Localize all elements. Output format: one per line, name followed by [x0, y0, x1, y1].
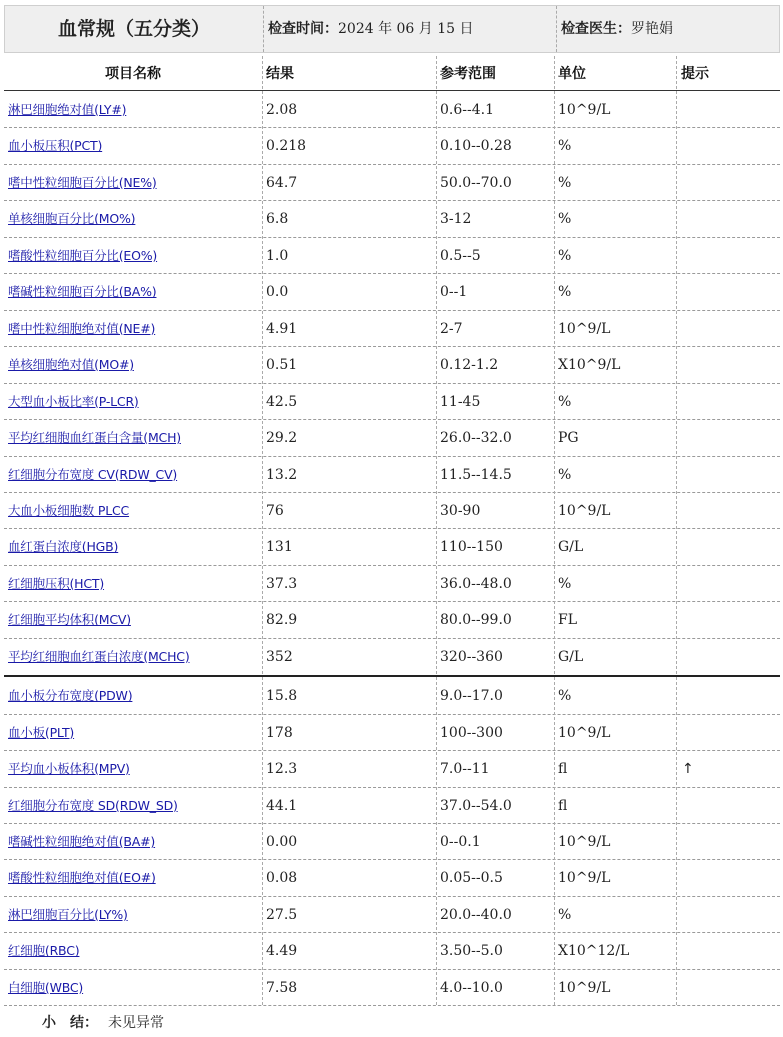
row-result: 178: [266, 724, 293, 741]
row-name[interactable]: 红细胞(RBC): [8, 943, 80, 959]
row-unit: %: [558, 688, 572, 705]
row-name[interactable]: 血小板分布宽度(PDW): [8, 688, 133, 704]
row-unit: fl: [558, 797, 568, 814]
row-ref: 0--0.1: [440, 834, 481, 850]
row-name[interactable]: 血红蛋白浓度(HGB): [8, 539, 119, 555]
row-ref: 2-7: [440, 320, 463, 337]
exam-time: [268, 6, 474, 52]
row-ref: 0.6--4.1: [440, 102, 494, 118]
report-header: [4, 5, 780, 53]
row-ref: 3-12: [440, 211, 472, 228]
table-row: [4, 91, 780, 127]
row-unit: %: [558, 393, 572, 410]
row-result: 0.0: [266, 284, 289, 301]
row-unit: %: [558, 138, 572, 155]
table-row: [4, 237, 780, 273]
row-ref: 320--360: [440, 648, 503, 665]
row-name[interactable]: 平均红细胞血红蛋白含量(MCH): [8, 430, 181, 446]
row-ref: 0.5--5: [440, 247, 481, 264]
row-result: 12.3: [266, 761, 298, 778]
row-result: 29.2: [266, 430, 298, 447]
row-flag: ↑: [682, 761, 694, 778]
row-unit: G/L: [558, 648, 584, 665]
table-row: [4, 677, 780, 713]
header-divider: [263, 6, 264, 52]
row-name[interactable]: 嗜酸性粒细胞百分比(EO%): [8, 247, 158, 263]
row-unit: %: [558, 247, 572, 264]
table-row: [4, 969, 780, 1005]
row-name[interactable]: 红细胞分布宽度 SD(RDW_SD): [8, 797, 178, 813]
table-row: [4, 823, 780, 859]
row-name[interactable]: 血小板(PLT): [8, 724, 75, 740]
row-result: 82.9: [266, 612, 298, 629]
row-result: 76: [266, 502, 284, 519]
table-row: [4, 565, 780, 601]
row-name[interactable]: 嗜酸性粒细胞绝对值(EO#): [8, 870, 156, 886]
row-result: 15.8: [266, 688, 298, 705]
row-unit: X10^12/L: [558, 943, 630, 960]
row-unit: %: [558, 174, 572, 191]
summary-label: 小 结：: [42, 1015, 98, 1031]
column-header-result: 结果: [266, 66, 294, 82]
row-result: 1.0: [266, 247, 289, 264]
row-ref: 0.12-1.2: [440, 357, 499, 374]
row-name[interactable]: 红细胞平均体积(MCV): [8, 612, 131, 628]
row-unit: %: [558, 284, 572, 301]
table-row: [4, 419, 780, 455]
row-ref: 37.0--54.0: [440, 797, 512, 814]
row-result: 0.218: [266, 138, 307, 155]
report-title: 血常规（五分类）: [57, 18, 210, 40]
row-unit: PG: [558, 430, 579, 447]
row-name[interactable]: 平均血小板体积(MPV): [8, 761, 130, 777]
table-row: [4, 492, 780, 528]
row-unit: 10^9/L: [558, 979, 611, 996]
row-result: 4.91: [266, 320, 298, 337]
row-unit: fl: [558, 761, 568, 778]
row-unit: 10^9/L: [558, 724, 611, 741]
row-ref: 9.0--17.0: [440, 688, 503, 705]
summary-text: 未见异常: [108, 1015, 164, 1031]
row-ref: 11.5--14.5: [440, 466, 512, 483]
row-unit: %: [558, 466, 572, 483]
row-name[interactable]: 淋巴细胞百分比(LY%): [8, 906, 128, 922]
row-name[interactable]: 嗜中性粒细胞绝对值(NE#): [8, 320, 156, 336]
row-result: 352: [266, 648, 293, 665]
table-row: [4, 273, 780, 309]
header-divider: [556, 6, 557, 52]
row-name[interactable]: 嗜碱性粒细胞百分比(BA%): [8, 284, 157, 300]
table-row: [4, 310, 780, 346]
table-row: [4, 127, 780, 163]
row-name[interactable]: 红细胞压积(HCT): [8, 575, 105, 591]
row-ref: 80.0--99.0: [440, 612, 512, 629]
row-ref: 0.10--0.28: [440, 138, 512, 155]
row-ref: 4.0--10.0: [440, 979, 503, 996]
row-result: 4.49: [266, 943, 298, 960]
table-row: [4, 456, 780, 492]
row-ref: 100--300: [440, 724, 503, 741]
row-unit: FL: [558, 612, 578, 629]
row-name[interactable]: 大型血小板比率(P-LCR): [8, 393, 139, 409]
table-row: [4, 164, 780, 200]
row-ref: 30-90: [440, 502, 481, 519]
row-unit: X10^9/L: [558, 357, 621, 374]
row-unit: 10^9/L: [558, 834, 611, 850]
exam-doctor: [561, 6, 673, 52]
row-ref: 7.0--11: [440, 761, 490, 778]
exam-doctor-label: 检查医生：: [561, 21, 631, 37]
row-name[interactable]: 平均红细胞血红蛋白浓度(MCHC): [8, 648, 190, 664]
exam-time-value: 2024 年 06 月 15 日: [338, 21, 474, 37]
row-result: 44.1: [266, 797, 298, 814]
row-name[interactable]: 嗜碱性粒细胞绝对值(BA#): [8, 834, 156, 849]
table-row: [4, 200, 780, 236]
row-ref: 110--150: [440, 539, 503, 556]
row-unit: 10^9/L: [558, 870, 611, 887]
row-unit: 10^9/L: [558, 320, 611, 337]
exam-time-label: 检查时间：: [268, 21, 338, 37]
table-row: [4, 787, 780, 823]
column-header-flag: 提示: [681, 66, 709, 82]
table-row: [4, 346, 780, 382]
table-row: [4, 750, 780, 786]
row-ref: 20.0--40.0: [440, 906, 512, 923]
row-unit: %: [558, 575, 572, 592]
table-row: [4, 601, 780, 637]
row-name[interactable]: 白细胞(WBC): [8, 979, 84, 995]
table-row: [4, 896, 780, 932]
table-row: [4, 932, 780, 968]
row-ref: 3.50--5.0: [440, 943, 503, 960]
row-ref: 50.0--70.0: [440, 174, 512, 191]
row-name[interactable]: 大血小板细胞数 PLCC: [8, 502, 130, 518]
row-divider: [4, 1005, 780, 1006]
row-name[interactable]: 嗜中性粒细胞百分比(NE%): [8, 174, 157, 190]
row-ref: 0--1: [440, 284, 468, 301]
row-unit: 10^9/L: [558, 502, 611, 519]
row-name[interactable]: 单核细胞百分比(MO%): [8, 211, 136, 227]
row-ref: 0.05--0.5: [440, 870, 503, 887]
row-name[interactable]: 单核细胞绝对值(MO#): [8, 357, 134, 373]
row-name[interactable]: 红细胞分布宽度 CV(RDW_CV): [8, 466, 178, 482]
table-row: [4, 528, 780, 564]
row-ref: 26.0--32.0: [440, 430, 512, 447]
row-result: 64.7: [266, 174, 298, 191]
row-unit: %: [558, 906, 572, 923]
row-ref: 36.0--48.0: [440, 575, 512, 592]
summary: [42, 1012, 164, 1032]
row-unit: 10^9/L: [558, 102, 611, 118]
row-name[interactable]: 血小板压积(PCT): [8, 138, 103, 154]
row-ref: 11-45: [440, 393, 481, 410]
row-result: 6.8: [266, 211, 289, 228]
row-result: 0.51: [266, 357, 298, 374]
row-result: 42.5: [266, 393, 298, 410]
table-row: [4, 859, 780, 895]
table-row: [4, 714, 780, 750]
row-result: 37.3: [266, 575, 298, 592]
row-unit: %: [558, 211, 572, 228]
row-result: 7.58: [266, 979, 298, 996]
column-header-ref: 参考范围: [440, 66, 496, 82]
column-header-unit: 单位: [558, 66, 586, 82]
row-result: 2.08: [266, 102, 298, 118]
row-name[interactable]: 淋巴细胞绝对值(LY#): [8, 102, 127, 117]
row-unit: G/L: [558, 539, 584, 556]
row-result: 0.00: [266, 834, 298, 850]
table-row: [4, 383, 780, 419]
row-result: 27.5: [266, 906, 298, 923]
column-header-name: 项目名称: [105, 66, 161, 82]
row-result: 13.2: [266, 466, 298, 483]
row-result: 0.08: [266, 870, 298, 887]
exam-doctor-value: 罗艳娟: [631, 21, 673, 37]
table-row: [4, 638, 780, 674]
row-result: 131: [266, 539, 293, 556]
